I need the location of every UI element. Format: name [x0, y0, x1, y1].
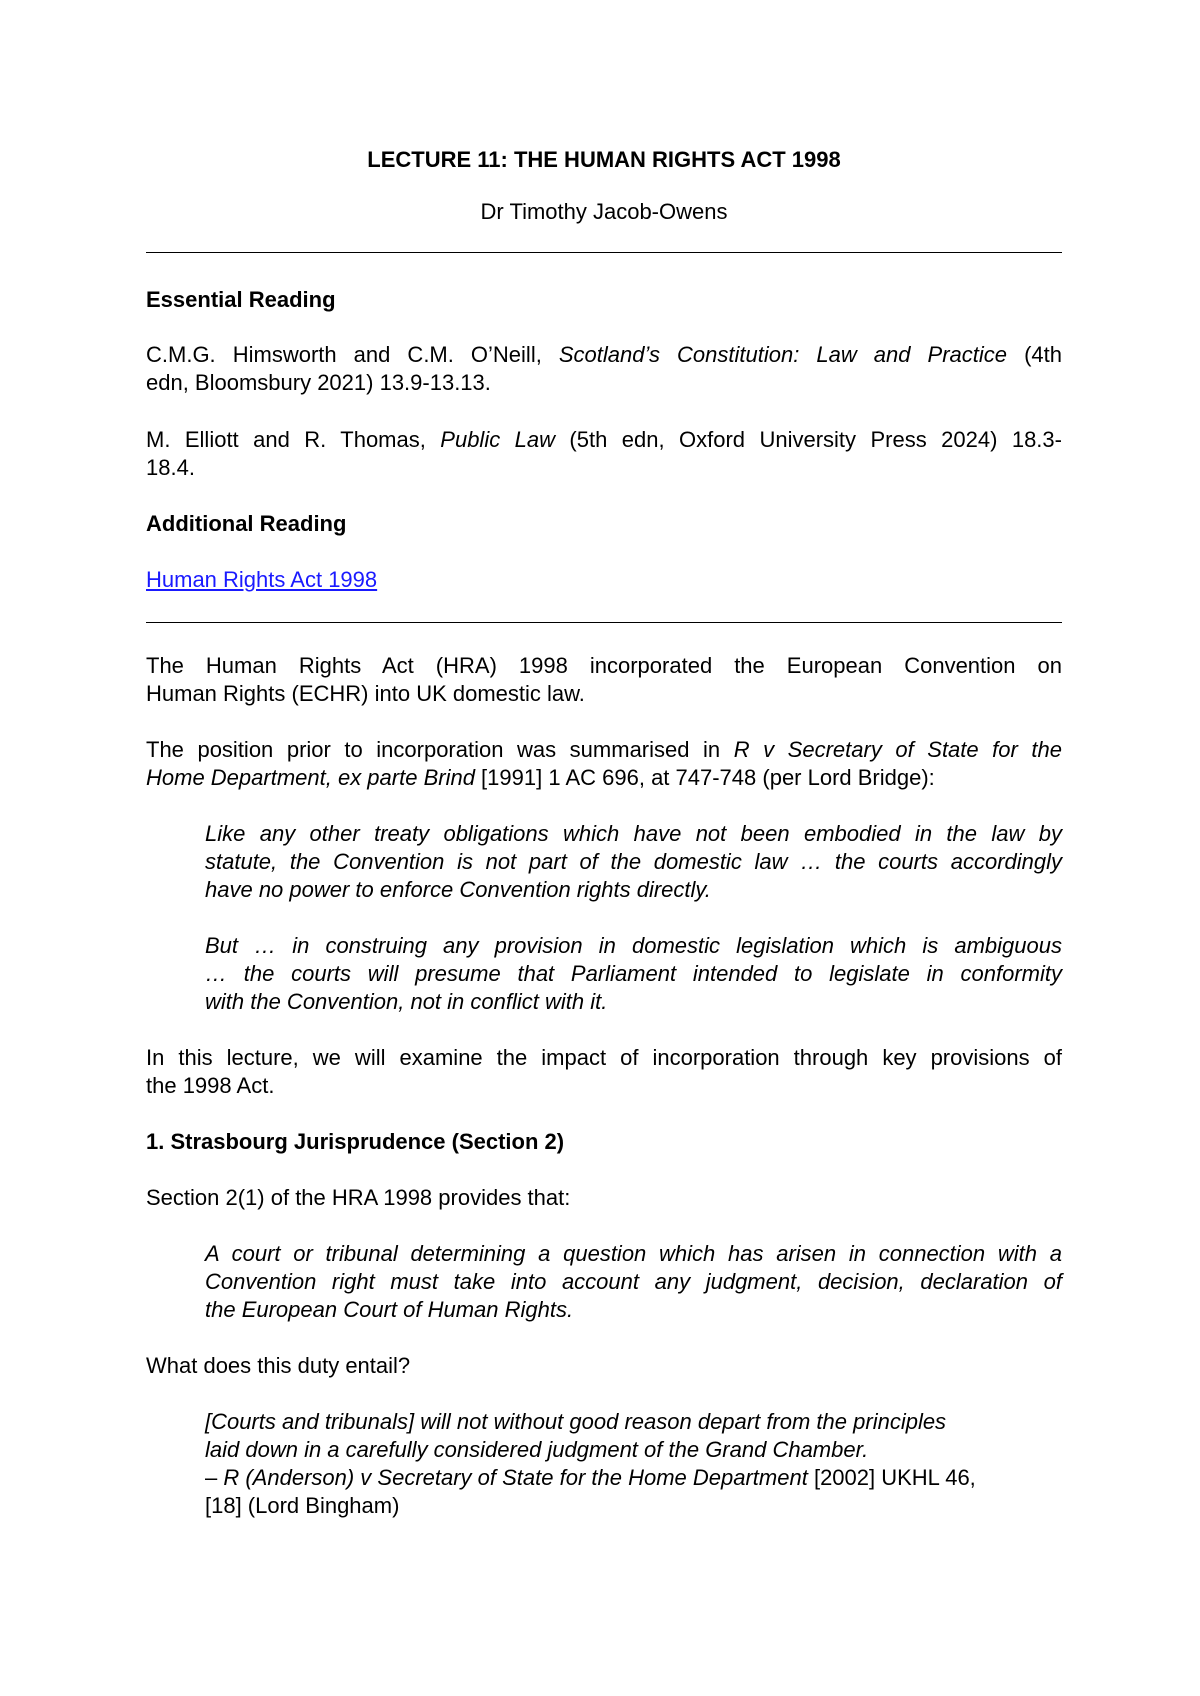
anderson-citation: – R (Anderson) v Secretary of State for the Home Department [2002] UKHL 46, [18] (Lord Bingham) [205, 1465, 976, 1518]
section-1-heading: 1. Strasbourg Jurisprudence (Section 2) [146, 1129, 565, 1154]
quotation-brind-1: Like any other treaty obligations which have not been embodied in the law by statute, the Convention is not part of the domestic law … the courts accordingly have no power to enforce Convention rights directly. [205, 821, 1062, 902]
additional-reading-heading: Additional Reading [146, 511, 347, 536]
human-rights-act-link[interactable]: Human Rights Act 1998 [146, 567, 378, 592]
horizontal-rule-middle [146, 622, 1062, 623]
quotation-anderson: [Courts and tribunals] will not without good reason depart from the principles laid down in a carefully considered judgment of the Grand Chamber. [205, 1409, 947, 1462]
document-title: LECTURE 11: THE HUMAN RIGHTS ACT 1998 [367, 147, 841, 172]
author-name: Dr Timothy Jacob-Owens [480, 199, 728, 224]
duty-question: What does this duty entail? [146, 1353, 411, 1378]
intro-paragraph-3: In this lecture, we will examine the impact of incorporation through key provisions of the 1998 Act. [146, 1045, 1062, 1098]
intro-paragraph-2: The position prior to incorporation was summarised in R v Secretary of State for the Home Department, ex parte Brind [1991] 1 AC 696, at 747-748 (per Lord Bridge): [146, 737, 1062, 790]
reading-2-line-1: M. Elliott and R. Thomas, Public Law (5th edn, Oxford University Press 2024) 18.3- [146, 427, 1062, 452]
reading-1-line-1: C.M.G. Himsworth and C.M. O’Neill, Scotland’s Constitution: Law and Practice (4th [146, 342, 1062, 367]
section-2-intro: Section 2(1) of the HRA 1998 provides that: [146, 1185, 571, 1210]
essential-reading-item-2 [146, 426, 1062, 482]
quotation-section-2: A court or tribunal determining a question which has arisen in connection with a Convention right must take into account any judgment, decision, declaration of the European Court of Human Rights. [205, 1241, 1062, 1322]
quotation-brind-2: But … in construing any provision in domestic legislation which is ambiguous … the courts will presume that Parliament intended to legislate in conformity with the Convention, not in conflict with it. [205, 933, 1062, 1014]
intro-paragraph-1: The Human Rights Act (HRA) 1998 incorporated the European Convention on Human Rights (ECHR) into UK domestic law. [146, 653, 1062, 706]
additional-reading-item [146, 566, 1062, 594]
essential-reading-item-1 [146, 341, 1062, 397]
horizontal-rule-top [146, 252, 1062, 253]
reading-2-line-2: 18.4. [146, 455, 195, 480]
reading-1-line-2: edn, Bloomsbury 2021) 13.9-13.13. [146, 370, 491, 395]
essential-reading-heading: Essential Reading [146, 287, 336, 312]
